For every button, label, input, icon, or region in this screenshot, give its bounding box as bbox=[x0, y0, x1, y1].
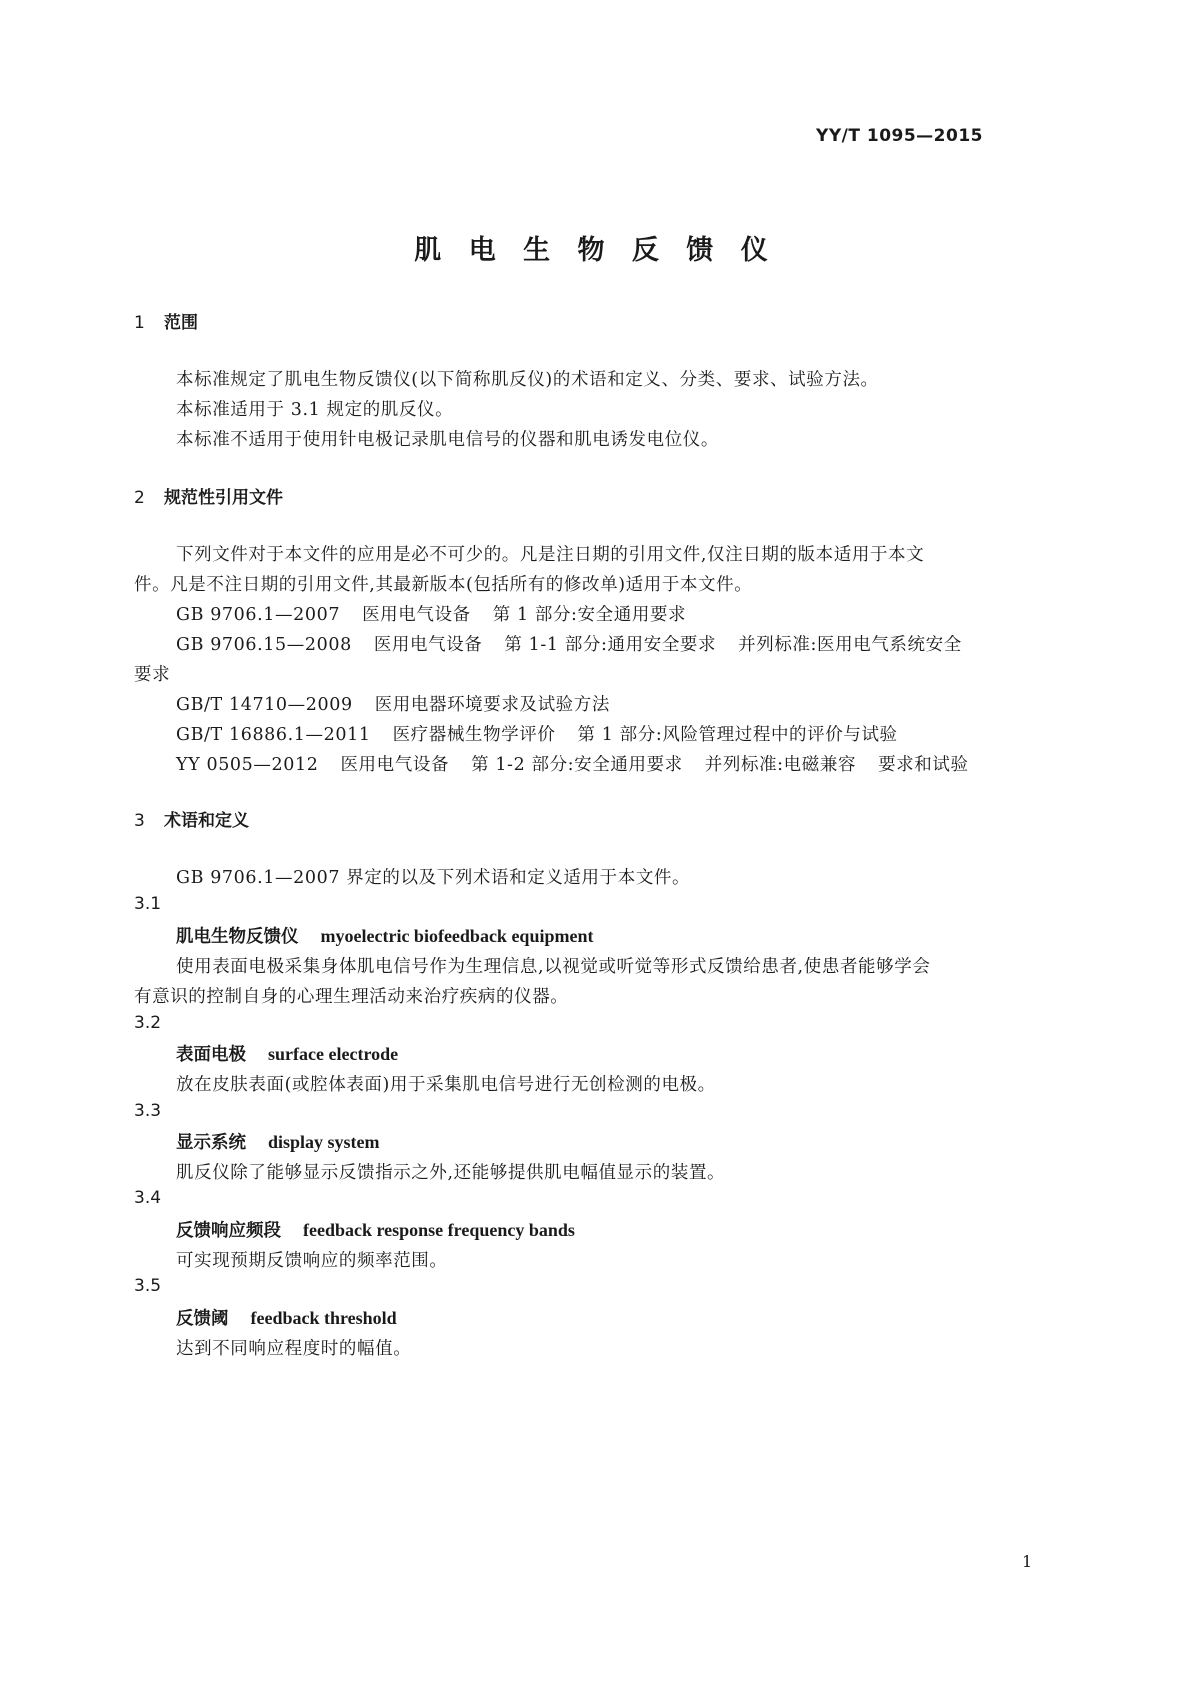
reference-part: 第 1-2 部分:安全通用要求 bbox=[471, 755, 683, 775]
term-zh: 表面电极 bbox=[176, 1045, 246, 1065]
page-number: 1 bbox=[1022, 1552, 1033, 1571]
reference-continuation: 要求 bbox=[134, 665, 171, 685]
reference-code: GB 9706.1—2007 bbox=[176, 605, 341, 625]
term-heading bbox=[176, 1217, 575, 1242]
paragraph: 本标准不适用于使用针电极记录肌电信号的仪器和肌电诱发电位仪。 bbox=[176, 430, 719, 450]
paragraph: GB 9706.1—2007 界定的以及下列术语和定义适用于本文件。 bbox=[176, 868, 691, 888]
section-2-heading bbox=[134, 483, 283, 508]
reference-title: 医用电气设备 bbox=[340, 755, 450, 775]
reference-part: 第 1 部分:风险管理过程中的评价与试验 bbox=[577, 725, 898, 745]
reference-item bbox=[176, 691, 610, 716]
term-number: 3.1 bbox=[134, 894, 162, 914]
reference-item bbox=[176, 601, 686, 626]
reference-item bbox=[176, 751, 969, 776]
reference-extra: 要求和试验 bbox=[878, 755, 969, 775]
term-heading bbox=[176, 1129, 380, 1154]
section-title: 规范性引用文件 bbox=[164, 488, 283, 508]
reference-title: 医用电器环境要求及试验方法 bbox=[374, 695, 610, 715]
section-1-heading bbox=[134, 308, 198, 333]
section-title: 范围 bbox=[164, 313, 198, 333]
section-title: 术语和定义 bbox=[164, 811, 249, 831]
paragraph: 下列文件对于本文件的应用是必不可少的。凡是注日期的引用文件,仅注日期的版本适用于本文 bbox=[176, 545, 925, 565]
term-zh: 反馈响应频段 bbox=[176, 1221, 281, 1241]
reference-title: 医用电气设备 bbox=[362, 605, 471, 625]
term-zh: 肌电生物反馈仪 bbox=[176, 927, 299, 947]
reference-code: GB/T 16886.1—2011 bbox=[176, 725, 371, 745]
term-en: myoelectric biofeedback equipment bbox=[320, 926, 594, 946]
reference-title: 医疗器械生物学评价 bbox=[392, 725, 556, 745]
term-heading bbox=[176, 1041, 398, 1066]
term-definition: 使用表面电极采集身体肌电信号作为生理信息,以视觉或听觉等形式反馈给患者,使患者能够学会 bbox=[176, 957, 931, 977]
term-number: 3.2 bbox=[134, 1013, 162, 1033]
term-en: feedback response frequency bands bbox=[303, 1220, 575, 1240]
term-number: 3.3 bbox=[134, 1101, 162, 1121]
term-en: display system bbox=[268, 1132, 380, 1152]
reference-code: GB/T 14710—2009 bbox=[176, 695, 353, 715]
paragraph: 件。凡是不注日期的引用文件,其最新版本(包括所有的修改单)适用于本文件。 bbox=[134, 575, 753, 595]
section-3-heading bbox=[134, 806, 249, 831]
paragraph: 本标准规定了肌电生物反馈仪(以下简称肌反仪)的术语和定义、分类、要求、试验方法。 bbox=[176, 370, 879, 390]
reference-extra: 并列标准:医用电气系统安全 bbox=[738, 635, 962, 655]
reference-code: YY 0505—2012 bbox=[176, 755, 319, 775]
term-definition: 放在皮肤表面(或腔体表面)用于采集肌电信号进行无创检测的电极。 bbox=[176, 1075, 716, 1095]
term-number: 3.5 bbox=[134, 1276, 162, 1296]
reference-part: 第 1-1 部分:通用安全要求 bbox=[504, 635, 717, 655]
standard-code: YY/T 1095—2015 bbox=[816, 126, 983, 146]
term-definition: 达到不同响应程度时的幅值。 bbox=[176, 1339, 412, 1359]
section-number: 3 bbox=[134, 811, 145, 831]
term-definition: 有意识的控制自身的心理生理活动来治疗疾病的仪器。 bbox=[134, 987, 569, 1007]
reference-item bbox=[176, 631, 962, 656]
term-definition: 肌反仪除了能够显示反馈指示之外,还能够提供肌电幅值显示的装置。 bbox=[176, 1163, 726, 1183]
term-heading bbox=[176, 1305, 397, 1330]
reference-item bbox=[176, 721, 898, 746]
document-title: 肌 电 生 物 反 馈 仪 bbox=[414, 235, 777, 266]
term-en: feedback threshold bbox=[250, 1308, 397, 1328]
paragraph: 本标准适用于 3.1 规定的肌反仪。 bbox=[176, 400, 454, 420]
term-en: surface electrode bbox=[268, 1044, 399, 1064]
reference-part: 第 1 部分:安全通用要求 bbox=[492, 605, 687, 625]
reference-title: 医用电气设备 bbox=[373, 635, 483, 655]
term-number: 3.4 bbox=[134, 1188, 162, 1208]
reference-code: GB 9706.15—2008 bbox=[176, 635, 352, 655]
section-number: 1 bbox=[134, 313, 145, 333]
term-heading bbox=[176, 923, 593, 948]
term-zh: 显示系统 bbox=[176, 1133, 246, 1153]
reference-extra: 并列标准:电磁兼容 bbox=[704, 755, 857, 775]
section-number: 2 bbox=[134, 488, 145, 508]
term-zh: 反馈阈 bbox=[176, 1309, 229, 1329]
term-definition: 可实现预期反馈响应的频率范围。 bbox=[176, 1251, 448, 1271]
